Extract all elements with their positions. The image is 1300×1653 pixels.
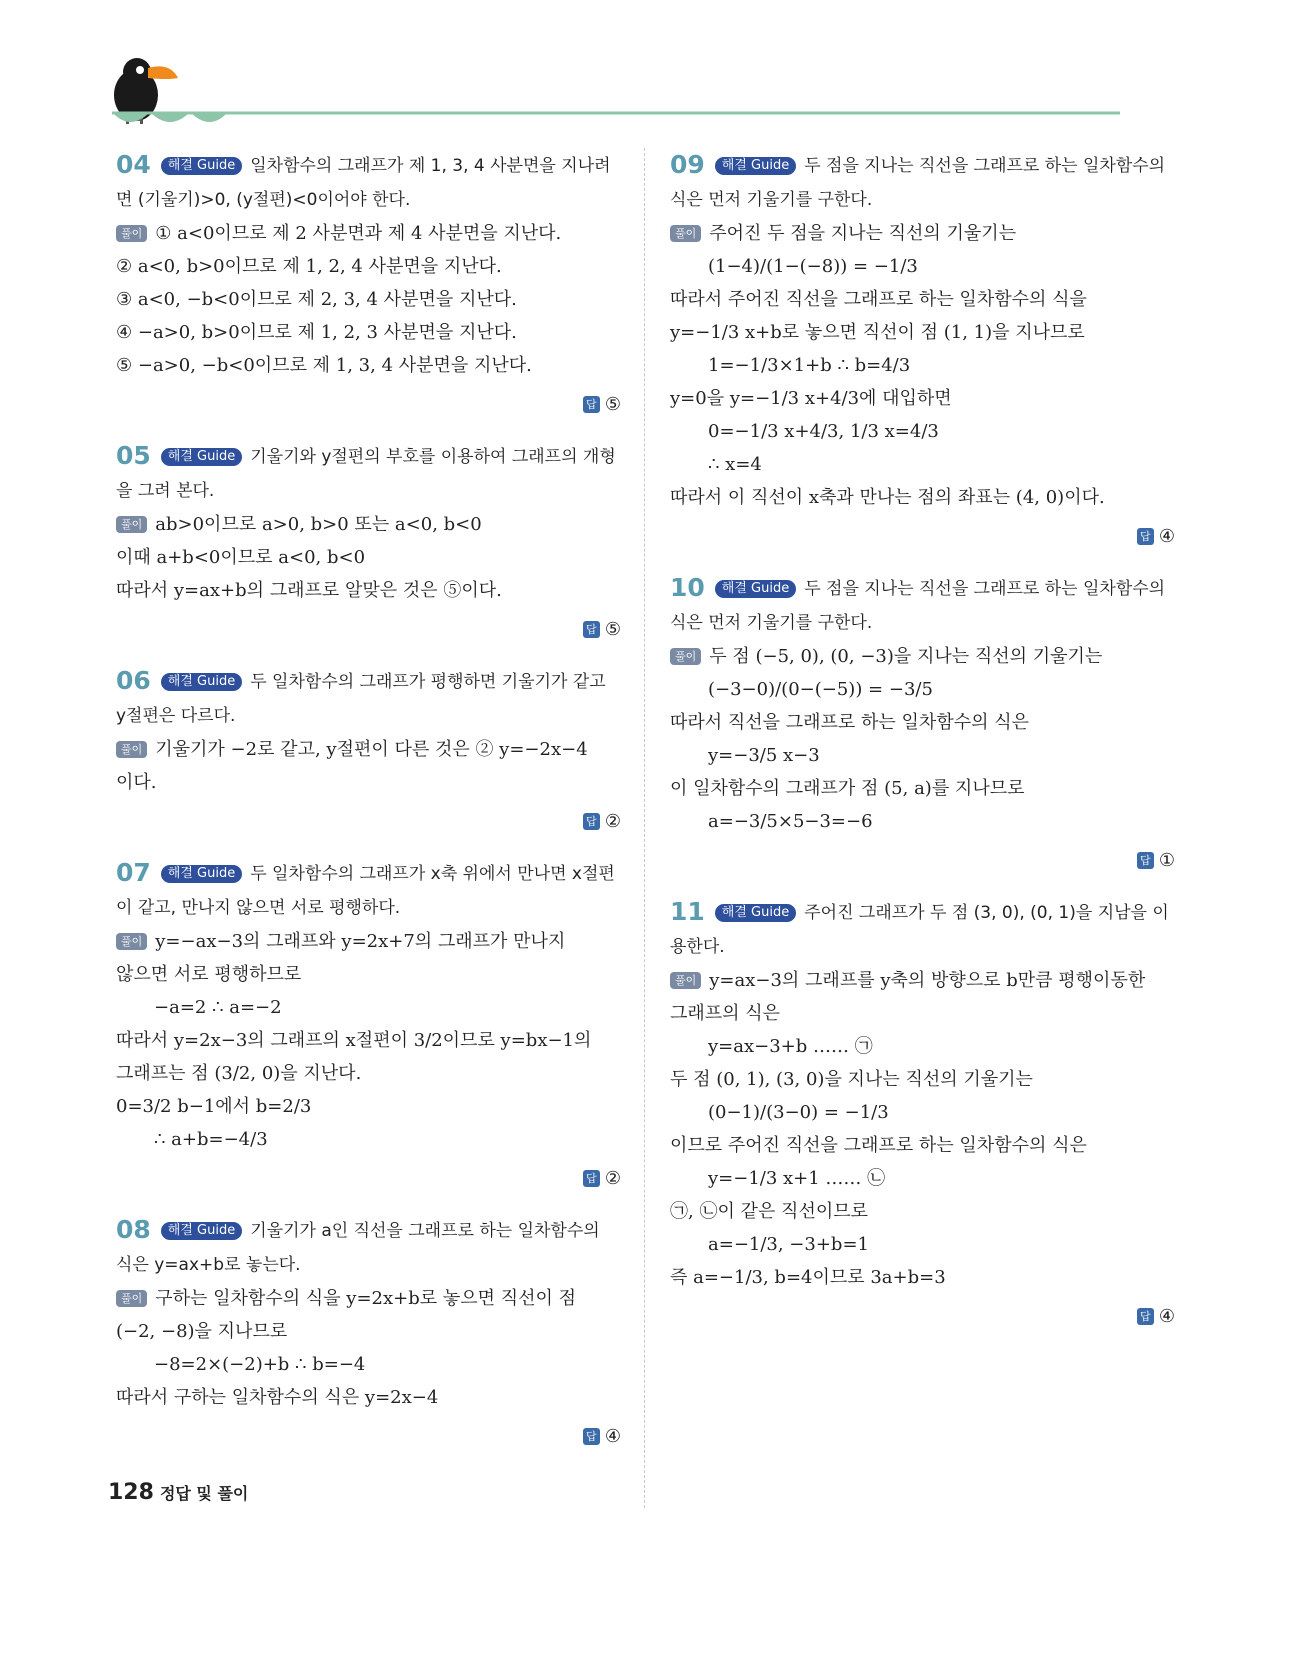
solution-badge: 풀이 [116, 741, 147, 758]
solution-line: 따라서 직선을 그래프로 하는 일차함수의 식은 [670, 712, 1029, 733]
problem-number: 04 [116, 150, 151, 179]
answer: 답 ② [116, 805, 621, 838]
solution-line: ④ −a>0, b>0이므로 제 1, 2, 3 사분면을 지난다. [116, 322, 517, 343]
solution-line: 따라서 y=2x−3의 그래프의 x절편이 3/2이므로 y=bx−1의 [116, 1030, 592, 1051]
solution-line: −a=2 ∴ a=−2 [154, 997, 282, 1018]
guide-text: 일차함수의 그래프가 제 1, 3, 4 사분면을 지나려면 (기울기)>0, (y절편)<0이어야 한다. [116, 156, 611, 210]
solution-line: y=ax−3+b …… ㉠ [708, 1036, 873, 1057]
problem-number: 07 [116, 858, 151, 887]
guide-badge: 해결 Guide [715, 904, 796, 922]
answer: 답 ④ [116, 1420, 621, 1453]
solution-line: 풀이 두 점 (−5, 0), (0, −3)을 지나는 직선의 기울기는 [670, 640, 1175, 673]
guide-text: 주어진 그래프가 두 점 (3, 0), (0, 1)을 지남을 이용한다. [670, 903, 1169, 957]
problem-06 [116, 664, 621, 838]
guide-badge: 해결 Guide [715, 580, 796, 598]
solution-badge: 풀이 [670, 972, 701, 989]
answer-badge: 답 [583, 1428, 600, 1445]
solution-line: a=−1/3, −3+b=1 [708, 1234, 869, 1255]
solution-line: (1−4)/(1−(−8)) = −1/3 [708, 256, 918, 277]
footer-label: 정답 및 풀이 [159, 1484, 249, 1503]
answer: 답 ④ [670, 520, 1175, 553]
answer-badge: 답 [583, 1170, 600, 1187]
right-column [670, 148, 1175, 1351]
answer-badge: 답 [583, 621, 600, 638]
solution-line: 풀이 주어진 두 점을 지나는 직선의 기울기는 [670, 217, 1175, 250]
solution-line: 풀이 y=−ax−3의 그래프와 y=2x+7의 그래프가 만나지 [116, 925, 621, 958]
guide-text: 두 일차함수의 그래프가 x축 위에서 만나면 x절편이 같고, 만나지 않으면 서로 평행하다. [116, 864, 615, 918]
solution-line: 그래프는 점 (3/2, 0)을 지난다. [116, 1063, 362, 1084]
solution-line: 풀이 구하는 일차함수의 식을 y=2x+b로 놓으면 직선이 점 [116, 1282, 621, 1315]
answer-badge: 답 [583, 396, 600, 413]
solution-line: a=−3/5×5−3=−6 [708, 811, 873, 832]
answer: 답 ④ [670, 1300, 1175, 1333]
page-header [0, 0, 1300, 140]
solution-badge: 풀이 [116, 225, 147, 242]
answer-badge: 답 [1137, 1308, 1154, 1325]
solution-line: 않으면 서로 평행하므로 [116, 964, 302, 985]
solution-line: 따라서 이 직선이 x축과 만나는 점의 좌표는 (4, 0)이다. [670, 487, 1105, 508]
problem-number: 08 [116, 1215, 151, 1244]
solution-line: 이다. [116, 772, 157, 793]
problem-number: 06 [116, 666, 151, 695]
solution-line: (−3−0)/(0−(−5)) = −3/5 [708, 679, 933, 700]
guide-text: 기울기가 a인 직선을 그래프로 하는 일차함수의 식은 y=ax+b로 놓는다. [116, 1221, 600, 1275]
guide-badge: 해결 Guide [715, 157, 796, 175]
solution-line: y=−1/3 x+b로 놓으면 직선이 점 (1, 1)을 지나므로 [670, 322, 1085, 343]
problem-number: 11 [670, 897, 705, 926]
solution-line: ③ a<0, −b<0이므로 제 2, 3, 4 사분면을 지난다. [116, 289, 517, 310]
solution-line: 0=−1/3 x+4/3, 1/3 x=4/3 [708, 421, 939, 442]
header-graphic [0, 0, 1300, 140]
problem-04 [116, 148, 621, 421]
solution-line: ② a<0, b>0이므로 제 1, 2, 4 사분면을 지난다. [116, 256, 502, 277]
solution-line: −8=2×(−2)+b ∴ b=−4 [154, 1354, 366, 1375]
problem-05 [116, 439, 621, 646]
answer-badge: 답 [583, 813, 600, 830]
solution-badge: 풀이 [670, 648, 701, 665]
solution-line: ㉠, ㉡이 같은 직선이므로 [670, 1201, 868, 1222]
guide-badge: 해결 Guide [161, 865, 242, 883]
problem-number: 10 [670, 573, 705, 602]
left-column [116, 148, 621, 1471]
solution-line: 두 점 (0, 1), (3, 0)을 지나는 직선의 기울기는 [670, 1069, 1033, 1090]
column-divider [644, 148, 645, 1508]
problem-07 [116, 856, 621, 1195]
solution-line: 따라서 구하는 일차함수의 식은 y=2x−4 [116, 1387, 439, 1408]
solution-line: 풀이 y=ax−3의 그래프를 y축의 방향으로 b만큼 평행이동한 [670, 964, 1175, 997]
solution-line: ⑤ −a>0, −b<0이므로 제 1, 3, 4 사분면을 지난다. [116, 355, 532, 376]
solution-badge: 풀이 [116, 1290, 147, 1307]
guide-text: 두 점을 지나는 직선을 그래프로 하는 일차함수의 식은 먼저 기울기를 구한다. [670, 579, 1166, 633]
solution-line: 그래프의 식은 [670, 1003, 781, 1024]
answer-badge: 답 [1137, 528, 1154, 545]
answer: 답 ① [670, 844, 1175, 877]
guide-badge: 해결 Guide [161, 448, 242, 466]
problem-08 [116, 1213, 621, 1453]
problem-09 [670, 148, 1175, 553]
page-number: 128 [108, 1480, 154, 1505]
solution-badge: 풀이 [116, 516, 147, 533]
solution-line: 풀이 ① a<0이므로 제 2 사분면과 제 4 사분면을 지난다. [116, 217, 621, 250]
problem-11 [670, 895, 1175, 1333]
solution-line: y=0을 y=−1/3 x+4/3에 대입하면 [670, 388, 952, 409]
solution-line: ∴ x=4 [708, 454, 762, 475]
page-footer [108, 1480, 248, 1505]
solution-line: 따라서 주어진 직선을 그래프로 하는 일차함수의 식을 [670, 289, 1087, 310]
solution-line: 따라서 y=ax+b의 그래프로 알맞은 것은 ⑤이다. [116, 580, 502, 601]
problem-10 [670, 571, 1175, 877]
solution-line: 이므로 주어진 직선을 그래프로 하는 일차함수의 식은 [670, 1135, 1087, 1156]
guide-text: 기울기와 y절편의 부호를 이용하여 그래프의 개형을 그려 본다. [116, 447, 616, 501]
solution-line: 풀이 기울기가 −2로 같고, y절편이 다른 것은 ② y=−2x−4 [116, 733, 621, 766]
solution-line: 즉 a=−1/3, b=4이므로 3a+b=3 [670, 1267, 946, 1288]
solution-line: 이때 a+b<0이므로 a<0, b<0 [116, 547, 366, 568]
guide-badge: 해결 Guide [161, 1222, 242, 1240]
guide-text: 두 일차함수의 그래프가 평행하면 기울기가 같고 y절편은 다르다. [116, 672, 606, 726]
solution-line: 이 일차함수의 그래프가 점 (5, a)를 지나므로 [670, 778, 1025, 799]
solution-line: 1=−1/3×1+b ∴ b=4/3 [708, 355, 911, 376]
solution-line: y=−1/3 x+1 …… ㉡ [708, 1168, 886, 1189]
problem-number: 05 [116, 441, 151, 470]
solution-line: (0−1)/(3−0) = −1/3 [708, 1102, 889, 1123]
answer: 답 ② [116, 1162, 621, 1195]
guide-badge: 해결 Guide [161, 157, 242, 175]
solution-badge: 풀이 [670, 225, 701, 242]
solution-line: y=−3/5 x−3 [708, 745, 820, 766]
problem-number: 09 [670, 150, 705, 179]
solution-line: (−2, −8)을 지나므로 [116, 1321, 288, 1342]
solution-line: ∴ a+b=−4/3 [154, 1129, 268, 1150]
answer: 답 ⑤ [116, 613, 621, 646]
guide-text: 두 점을 지나는 직선을 그래프로 하는 일차함수의 식은 먼저 기울기를 구한다. [670, 156, 1166, 210]
answer: 답 ⑤ [116, 388, 621, 421]
guide-badge: 해결 Guide [161, 673, 242, 691]
answer-badge: 답 [1137, 852, 1154, 869]
solution-line: 0=3/2 b−1에서 b=2/3 [116, 1096, 312, 1117]
solution-badge: 풀이 [116, 933, 147, 950]
solution-line: 풀이 ab>0이므로 a>0, b>0 또는 a<0, b<0 [116, 508, 621, 541]
